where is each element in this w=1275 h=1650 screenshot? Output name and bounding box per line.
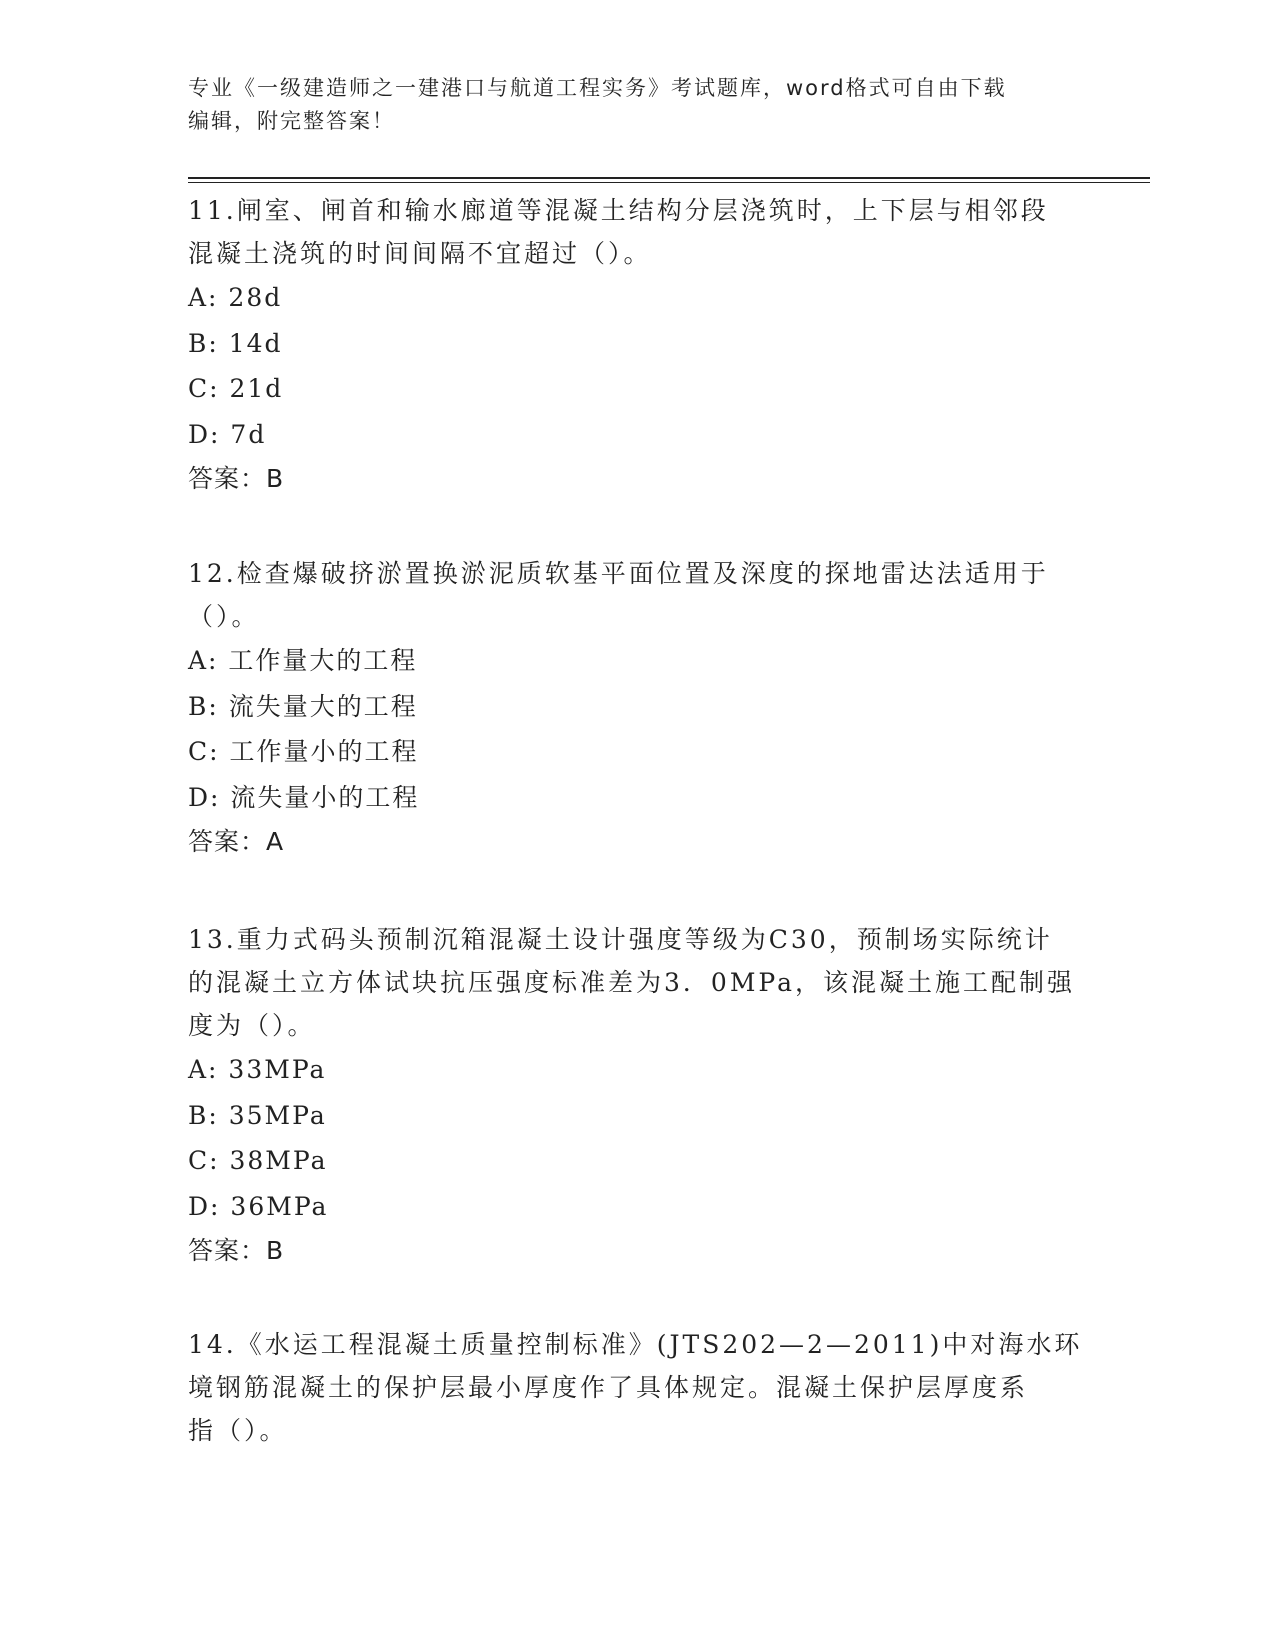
option-d: D: 36MPa [188, 1191, 329, 1221]
question-12 [188, 552, 1088, 864]
question-text-line: 的混凝土立方体试块抗压强度标准差为3．0MPa，该混凝土施工配制强 [188, 968, 1076, 997]
question-text-line: 11.闸室、闸首和输水廊道等混凝土结构分层浇筑时，上下层与相邻段 [188, 196, 1049, 225]
document-header [188, 72, 1068, 138]
option-d: D: 7d [188, 419, 267, 449]
question-14 [188, 1323, 1088, 1452]
question-text-line: 混凝土浇筑的时间间隔不宜超过（）。 [188, 239, 652, 268]
option-a: A: 28d [188, 283, 283, 312]
option-a: A: 工作量大的工程 [188, 646, 418, 675]
question-text-line: 度为（）。 [188, 1011, 316, 1040]
question-text-line: （）。 [188, 602, 260, 631]
option-b: B: 35MPa [188, 1100, 327, 1130]
option-a: A: 33MPa [188, 1055, 327, 1084]
answer-label: 答案：B [188, 464, 285, 493]
header-rule-thin [188, 182, 1150, 183]
header-rule-thick [188, 177, 1150, 179]
question-13 [188, 918, 1088, 1273]
option-c: C: 工作量小的工程 [188, 737, 419, 766]
question-text-line: 境钢筋混凝土的保护层最小厚度作了具体规定。混凝土保护层厚度系 [188, 1373, 1029, 1402]
header-line-2: 编辑，附完整答案！ [188, 109, 395, 133]
header-line-1: 专业《一级建造师之一建港口与航道工程实务》考试题库，word格式可自由下载 [188, 76, 1007, 100]
answer-label: 答案：B [188, 1236, 285, 1265]
question-text-line: 12.检查爆破挤淤置换淤泥质软基平面位置及深度的探地雷达法适用于 [188, 559, 1049, 588]
answer-label: 答案：A [188, 827, 285, 856]
option-b: B: 14d [188, 328, 283, 358]
question-text-line: 14.《水运工程混凝土质量控制标准》(JTS202—2—2011)中对海水环 [188, 1330, 1083, 1359]
question-text-line: 13.重力式码头预制沉箱混凝土设计强度等级为C30，预制场实际统计 [188, 925, 1053, 954]
option-b: B: 流失量大的工程 [188, 691, 418, 721]
option-c: C: 21d [188, 374, 284, 403]
question-text-line: 指（）。 [188, 1416, 288, 1445]
option-c: C: 38MPa [188, 1146, 328, 1175]
question-11 [188, 189, 1088, 501]
option-d: D: 流失量小的工程 [188, 782, 420, 812]
